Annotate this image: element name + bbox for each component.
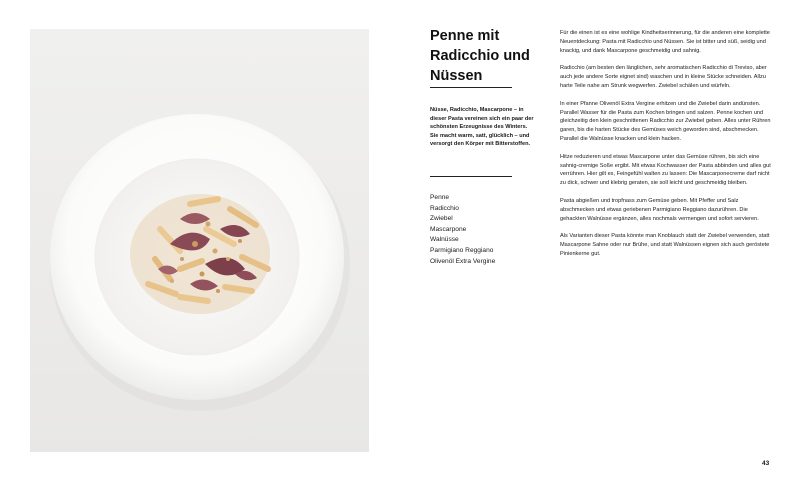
recipe-intro: Nüsse, Radicchio, Mascarpone – in dieser Pasta vereinen sich ein paar der schönsten Erzeugnisse des Winters. Sie macht warm, satt, glücklich – und versorgt den Körper mit Bitterstoffen.	[430, 107, 534, 148]
recipe-title: Penne mit Radicchio und Nüssen	[430, 28, 530, 84]
pasta-plate-illustration	[30, 29, 369, 452]
instruction-paragraph: Radicchio (am besten den länglichen, sehr aromatischen Radicchio di Treviso, aber auch jede andere Sorte eignet sind) waschen und in kleine Stücke schneiden. Allzu harte Teile nahe am Strunk wegwerfen. Zwiebel schälen und würfeln.	[560, 65, 767, 89]
recipe-instructions	[560, 29, 772, 268]
instruction-paragraph: Hitze reduzieren und etwas Mascarpone unter das Gemüse rühren, bis sich eine sahnig-cremige Soße ergibt. Mit etwas Kochwasser der Pasta abbinden und alles gut verrühren. Hier gilt es, Feingefühl walten zu lassen: Die Mascarponecreme darf nicht zu dick, schwer und klebrig geraten, sie soll leicht und geschmeidig bleiben.	[560, 153, 771, 187]
instruction-paragraph: Als Varianten dieser Pasta könnte man Knoblauch statt der Zwiebel verwenden, statt Mascarpone Sahne oder nur Brühe, und statt Walnüssen eignen sich auch geröstete Pinienkerne gut.	[560, 233, 770, 257]
ingredient-item: Radicchio	[430, 204, 459, 212]
instruction-paragraph: Für die einen ist es eine wohlige Kindheitserinnerung, für die anderen eine komplette Neuentdeckung: Pasta mit Radicchio und Nüssen. Sie ist bitter und süß, seidig und knackig, und dank Mascarpone geschmeidig und sahnig.	[560, 30, 770, 54]
ingredient-item: Olivenöl Extra Vergine	[430, 257, 496, 265]
ingredient-item: Parmigiano Reggiano	[430, 246, 494, 254]
ingredient-item: Walnüsse	[430, 236, 459, 244]
page-number: 43	[762, 460, 770, 467]
instruction-paragraph: Pasta abgießen und tropfnass zum Gemüse geben. Mit Pfeffer und Salz abschmecken und etwas geriebenen Parmigiano Reggiano dazurühren. Die gehackten Walnüsse ergänzen, alles nochmals vermengen und sofort servieren.	[560, 197, 759, 222]
pasta-food	[130, 194, 270, 314]
instruction-paragraph: In einer Pfanne Olivenöl Extra Vergine erhitzen und die Zwiebel darin andünsten. Parallel Wasser für die Pasta zum Kochen bringen und salzen. Penne kochen und gleichzeitig den klein geschnittenen Radicchio zur Zwiebel geben. Alles unter Rühren garen, bis die harten Stücke des Gemüses weich geworden sind, abschmecken. Parallel die Walnüsse knacken und klein hacken.	[560, 100, 771, 142]
intro-divider	[430, 176, 512, 177]
ingredient-list	[430, 193, 495, 267]
ingredient-item: Mascarpone	[430, 225, 467, 233]
ingredient-item: Penne	[430, 194, 450, 201]
title-divider	[430, 87, 512, 88]
pasta-photo	[30, 29, 369, 452]
ingredient-item: Zwiebel	[430, 215, 453, 223]
